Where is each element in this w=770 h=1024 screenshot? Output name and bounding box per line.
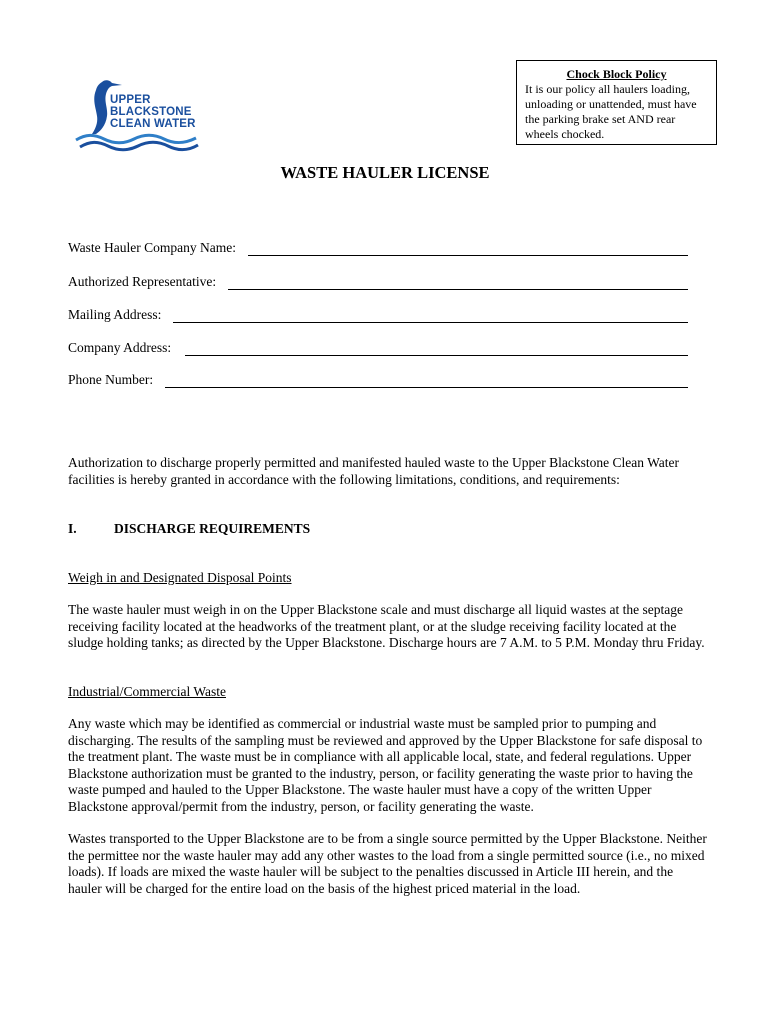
- policy-line: It is our policy all haulers loading,: [525, 82, 690, 96]
- single-source-paragraph: Wastes transported to the Upper Blackstone are to be from a single source permitted by the Upper Blackstone. Neither the permittee nor the waste hauler may add any other wastes to the load from a single permitted source (i.e., no mixed loads). If loads are mixed the waste hauler will be subject to the penalties discussed in Article III herein, and the hauler will be charged for the entire load on the basis of the highest priced material in the load.: [68, 831, 707, 896]
- section-number: I.: [68, 521, 77, 536]
- policy-line: the parking brake set AND rear: [525, 112, 676, 126]
- chock-block-policy-box: [516, 60, 717, 145]
- upper-blackstone-logo: [74, 76, 204, 154]
- field-label: Phone Number:: [68, 372, 154, 387]
- page-title: WASTE HAULER LICENSE: [280, 163, 490, 182]
- logo-line-1: UPPER: [110, 94, 151, 106]
- weigh-in-paragraph: The waste hauler must weigh in on the Upper Blackstone scale and must discharge all liquid wastes at the septage receiving facility located at the headworks of the treatment plant, or at the sludge receiving facility located at the sludge holding tanks; as directed by the Upper Blackstone. Discharge hours are 7 A.M. to 5 P.M. Monday thru Friday.: [68, 602, 705, 650]
- section-title: DISCHARGE REQUIREMENTS: [114, 521, 311, 536]
- company-address-field[interactable]: [68, 340, 688, 356]
- authorized-representative-line[interactable]: [228, 278, 688, 290]
- intro-paragraph: Authorization to discharge properly permitted and manifested hauled waste to the Upper Blackstone Clean Water facilities is hereby granted in accordance with the following limitations, conditions, and requirements:: [68, 455, 679, 487]
- field-label: Waste Hauler Company Name:: [68, 240, 236, 255]
- mailing-address-line[interactable]: [173, 311, 688, 323]
- field-label: Company Address:: [68, 340, 172, 355]
- authorized-representative-field[interactable]: [68, 274, 688, 290]
- logo-text: [110, 94, 196, 130]
- field-label: Mailing Address:: [68, 307, 162, 322]
- company-address-line[interactable]: [185, 344, 688, 356]
- industrial-waste-paragraph: Any waste which may be identified as commercial or industrial waste must be sampled prior to pumping and discharging. The results of the sampling must be reviewed and approved by the Upper Blackstone for safe disposal to the treatment plant. The waste must be in compliance with all applicable local, state, and federal regulations. Upper Blackstone authorization must be granted to the industry, person, or facility generating the waste prior to having the waste pumped and hauled to the Upper Blackstone. The waste hauler must have a copy of the written Upper Blackstone approval/permit from the industry, person, or facility generating the waste.: [68, 716, 703, 814]
- policy-line: wheels chocked.: [525, 127, 605, 141]
- phone-number-line[interactable]: [165, 376, 688, 388]
- field-label: Authorized Representative:: [68, 274, 217, 289]
- company-name-field[interactable]: [68, 240, 688, 256]
- policy-line: unloading or unattended, must have: [525, 97, 697, 111]
- mailing-address-field[interactable]: [68, 307, 688, 323]
- company-name-line[interactable]: [248, 244, 688, 256]
- logo-line-2: BLACKSTONE: [110, 106, 192, 118]
- logo-line-3: CLEAN WATER: [110, 118, 196, 130]
- weigh-in-heading: Weigh in and Designated Disposal Points: [68, 570, 292, 585]
- industrial-waste-heading: Industrial/Commercial Waste: [68, 684, 226, 699]
- policy-title: Chock Block Policy: [566, 67, 667, 81]
- section-heading: [68, 521, 310, 537]
- phone-number-field[interactable]: [68, 372, 688, 388]
